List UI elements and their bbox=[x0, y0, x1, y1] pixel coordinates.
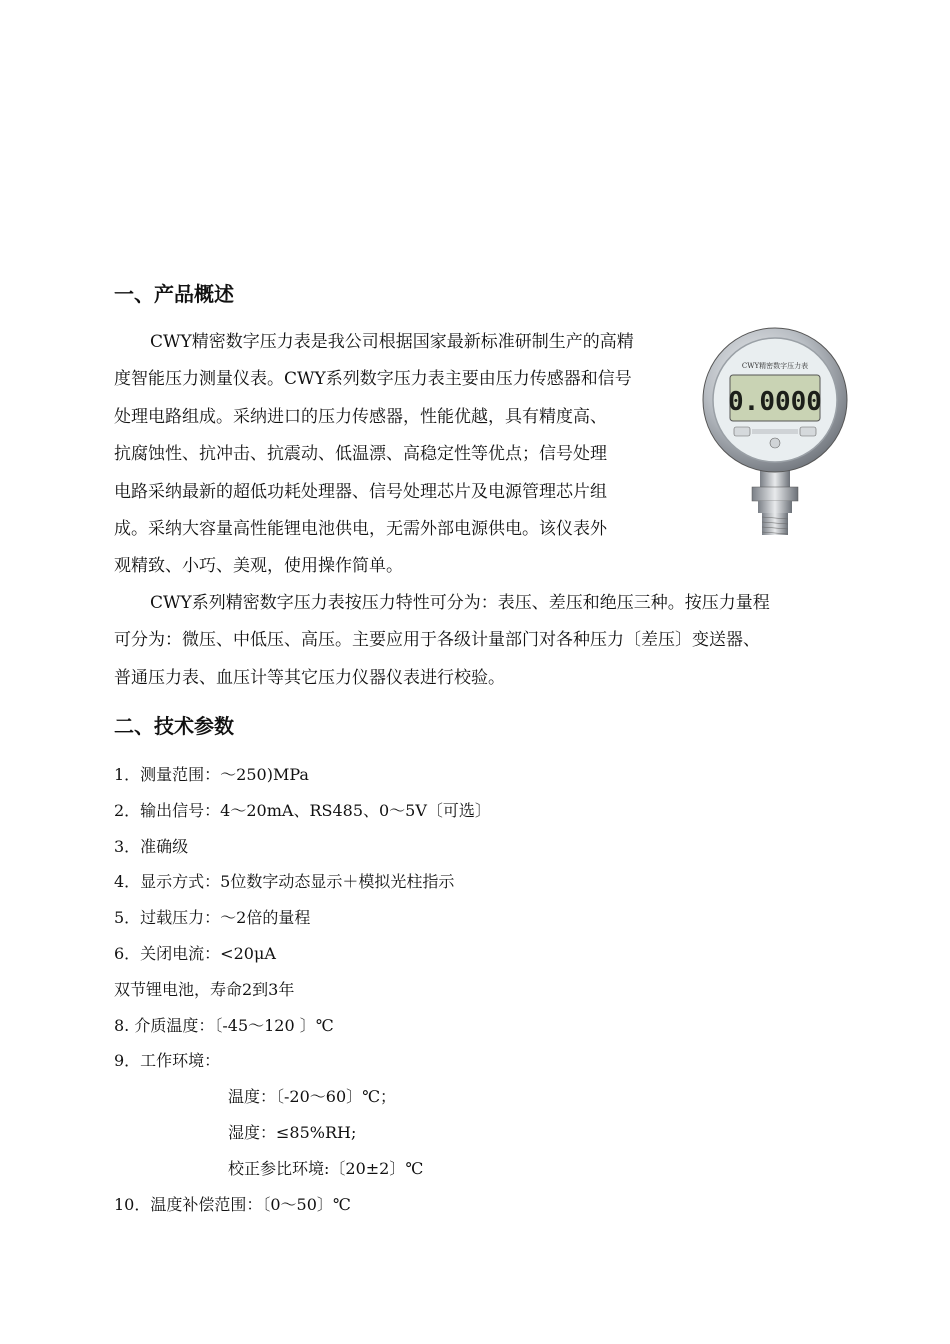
gauge-lcd-reading: 0.0000 bbox=[728, 387, 822, 417]
list-item: 1．测量范围：～250)MPa bbox=[114, 765, 309, 784]
tech-params-list bbox=[114, 757, 874, 1222]
list-item: 8. 介质温度：〔-45～120 〕℃ bbox=[114, 1015, 334, 1035]
paragraph-line: 成。采纳大容量高性能锂电池供电，无需外部电源供电。该仪表外 bbox=[114, 519, 607, 540]
list-item: 10．温度补偿范围：〔0～50〕℃ bbox=[114, 1194, 351, 1214]
list-item: 5．过载压力：～2倍的量程 bbox=[114, 908, 311, 928]
overview-paragraph-1 bbox=[114, 324, 694, 586]
paragraph-line: 处理电路组成。采纳进口的压力传感器，性能优越，具有精度高、 bbox=[114, 406, 607, 427]
paragraph-line: 观精致、小巧、美观，使用操作简单。 bbox=[114, 556, 403, 577]
paragraph-line: CWY精密数字压力表是我公司根据国家最新标准研制生产的高精 bbox=[150, 332, 634, 352]
overview-paragraph-2 bbox=[114, 585, 874, 697]
section-title-overview: 一、产品概述 bbox=[114, 282, 234, 306]
list-item: 双节锂电池，寿命2到3年 bbox=[114, 979, 295, 999]
paragraph-line: 普通压力表、血压计等其它压力仪器仪表进行校验。 bbox=[114, 667, 505, 688]
env-sub-item: 湿度：≤85%RH; bbox=[228, 1122, 357, 1142]
paragraph-line: 度智能压力测量仪表。CWY系列数字压力表主要由压力传感器和信号 bbox=[114, 369, 632, 390]
paragraph-line: 抗腐蚀性、抗冲击、抗震动、低温漂、高稳定性等优点；信号处理 bbox=[114, 444, 607, 465]
env-sub-item: 校正参比环境:〔20±2〕℃ bbox=[228, 1158, 424, 1178]
section-title-tech-params: 二、技术参数 bbox=[114, 714, 234, 738]
digital-pressure-gauge-image bbox=[700, 325, 850, 540]
paragraph-line: CWY系列精密数字压力表按压力特性可分为：表压、差压和绝压三种。按压力量程 bbox=[150, 593, 770, 613]
gauge-face-title: CWY精密数字压力表 bbox=[741, 362, 809, 370]
list-item: 6．关闭电流：<20μA bbox=[114, 943, 276, 963]
paragraph-line: 电路采纳最新的超低功耗处理器、信号处理芯片及电源管理芯片组 bbox=[114, 481, 607, 502]
list-item: 2．输出信号：4～20mA、RS485、0～5V〔可选〕 bbox=[114, 800, 491, 820]
paragraph-line: 可分为：微压、中低压、高压。主要应用于各级计量部门对各种压力〔差压〕变送器、 bbox=[114, 630, 760, 651]
env-sub-item: 温度：〔-20～60〕℃； bbox=[228, 1087, 397, 1107]
list-item: 4．显示方式：5位数字动态显示＋模拟光柱指示 bbox=[114, 872, 455, 892]
list-item: 3．准确级 bbox=[114, 836, 189, 856]
list-item: 9．工作环境： bbox=[114, 1051, 221, 1071]
